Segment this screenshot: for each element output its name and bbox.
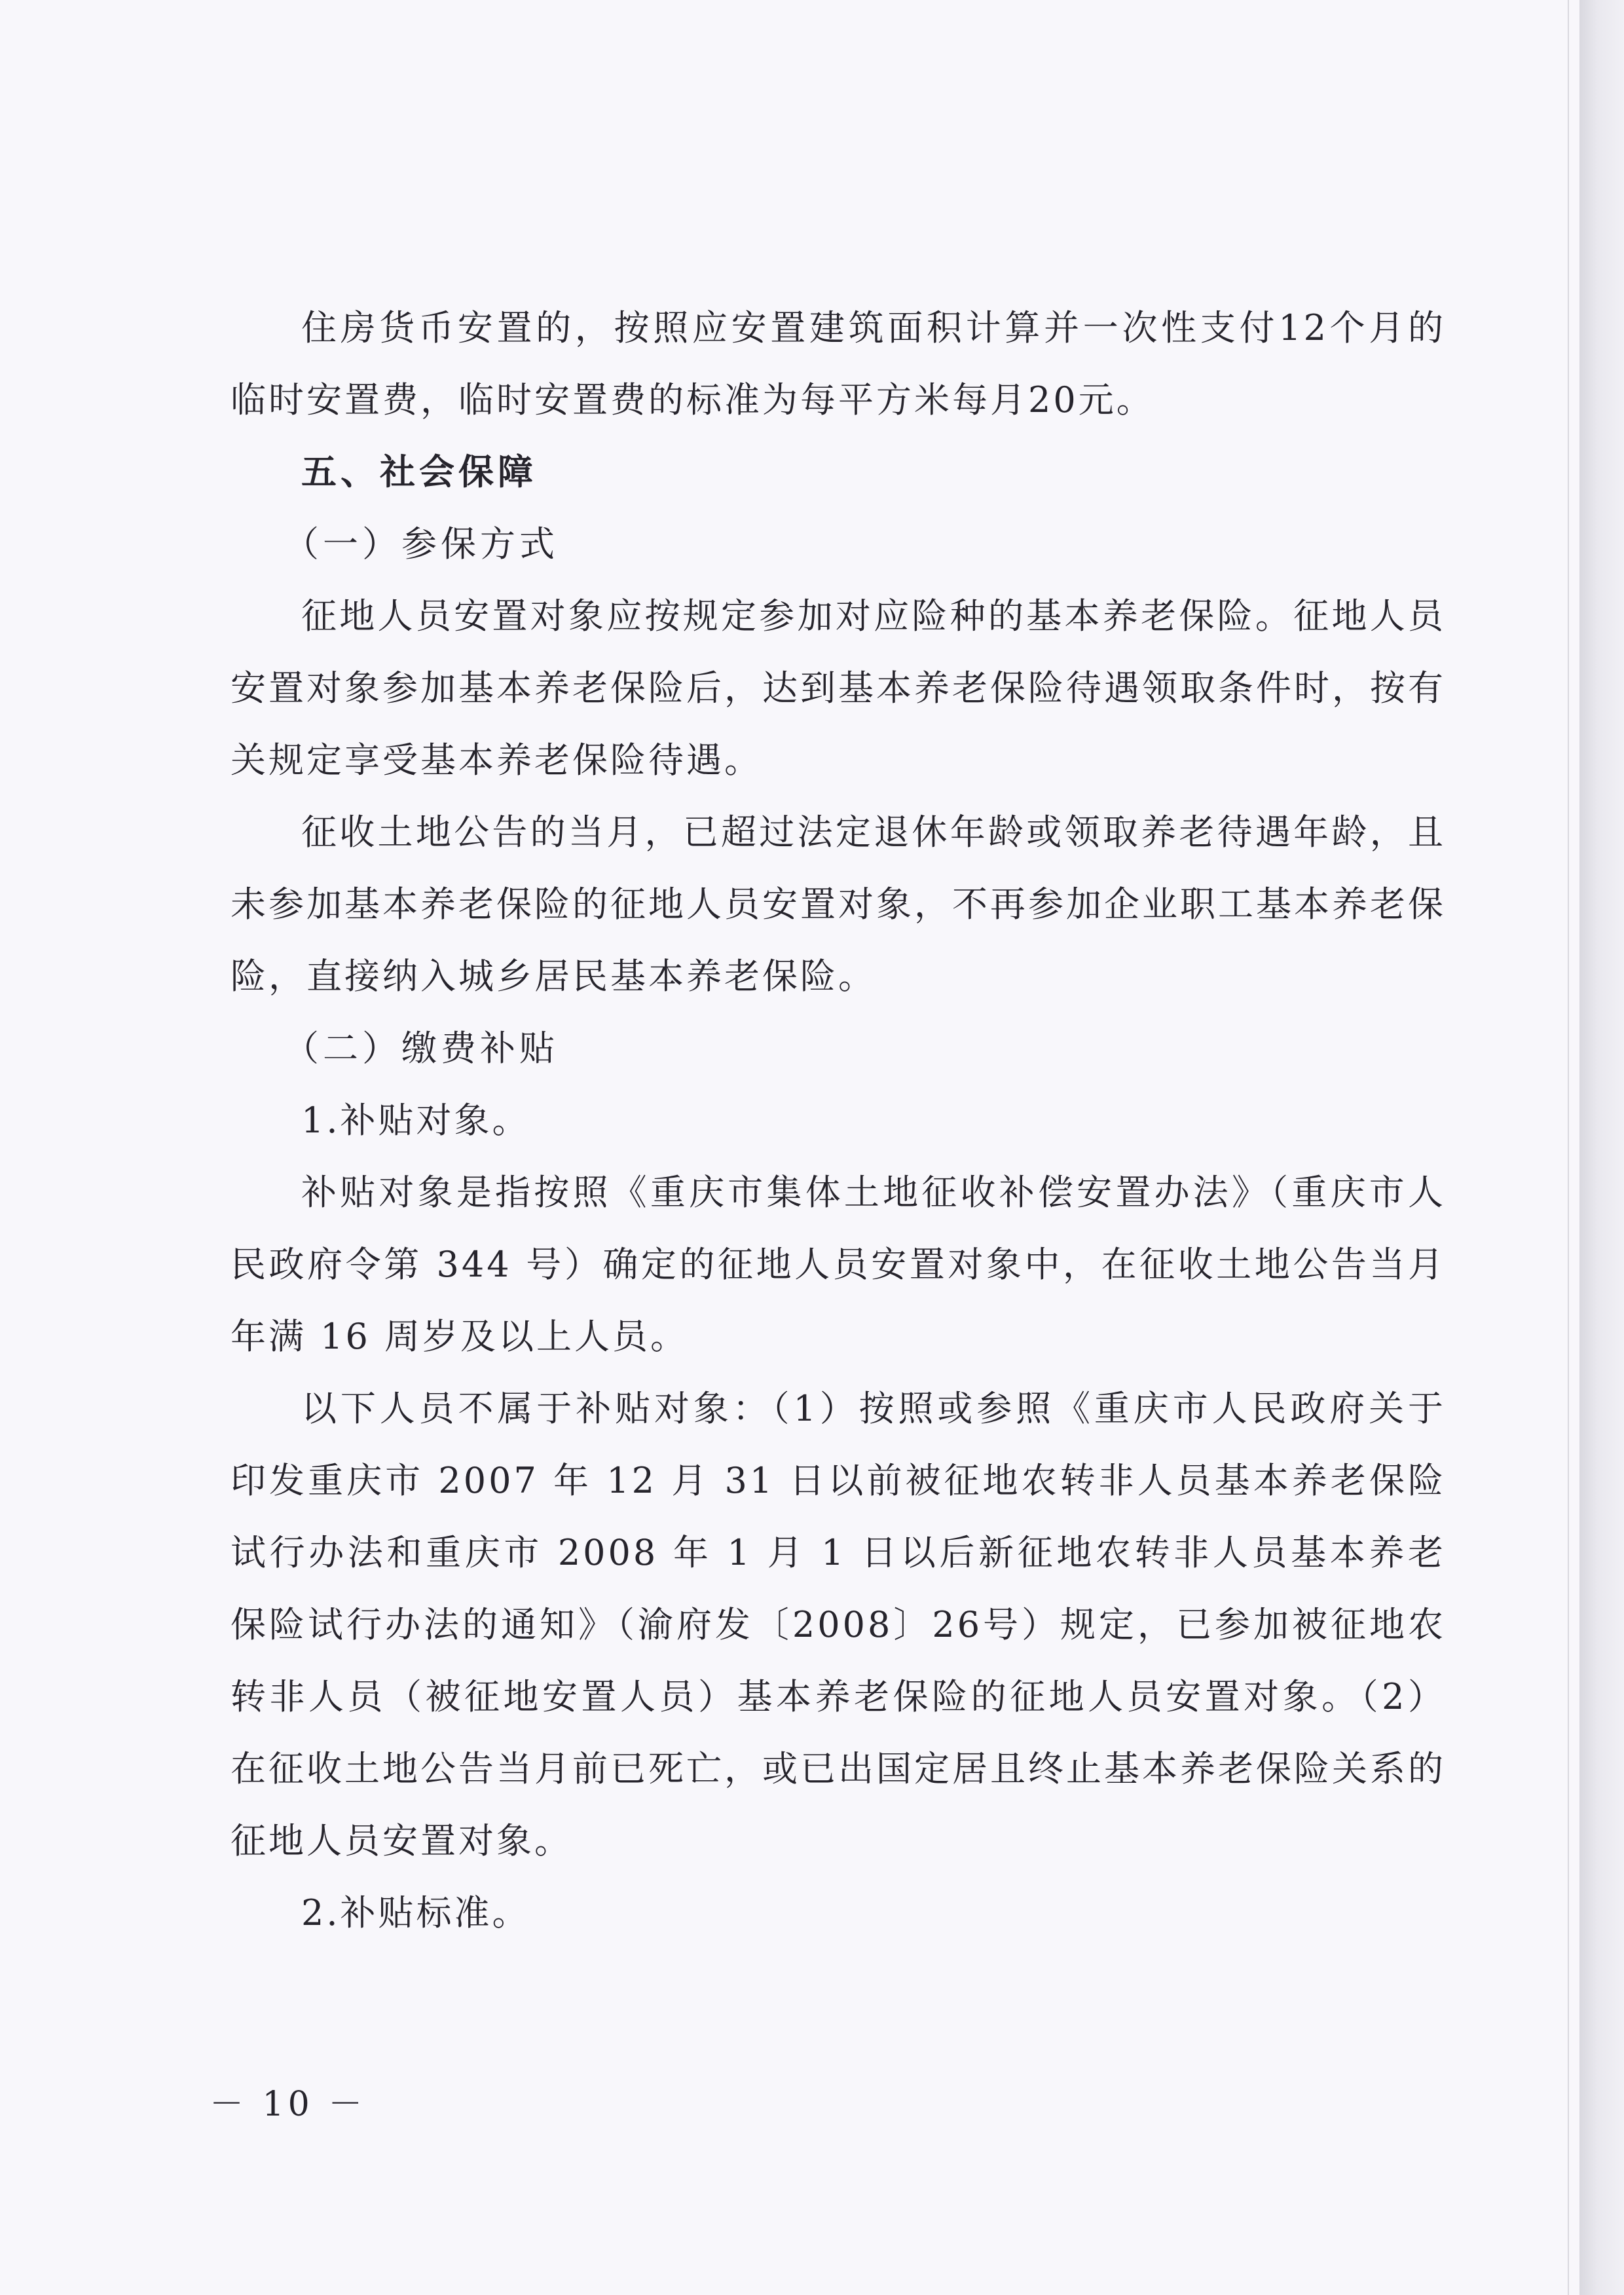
subheading-insurance-method: （一）参保方式 <box>284 523 559 565</box>
item-subsidy-standard: 2.补贴标准。 <box>301 1892 530 1933</box>
section-heading-social-security: 五、社会保障 <box>301 451 537 493</box>
document-body <box>231 292 1446 1949</box>
subheading-contribution-subsidy: （二）缴费补贴 <box>284 1028 559 1069</box>
page-number: － 10 － <box>210 2085 367 2124</box>
paragraph-housing-cash-settlement: 住房货币安置的，按照应安置建筑面积计算并一次性支付12个月的临时安置费，临时安置费的标准为每平方米每月20元。 <box>231 307 1446 420</box>
paragraph-excluded-persons: 以下人员不属于补贴对象：（1）按照或参照《重庆市人民政府关于印发重庆市 2007 年 12 月 31 日以前被征地农转非人员基本养老保险试行办法和重庆市 2008 年 1 月 1 日以后新征地农转非人员基本养老保险试行办法的通知》（渝府发〔2008〕26号）规定，已参加被征地农转非人员（被征地安置人员）基本养老保险的征地人员安置对象。（2）在征收土地公告当月前已死亡，或已出国定居且终止基本养老保险关系的征地人员安置对象。 <box>231 1388 1446 1861</box>
item-subsidy-recipients: 1.补贴对象。 <box>301 1100 530 1141</box>
paragraph-over-retirement-age: 征收土地公告的当月，已超过法定退休年龄或领取养老待遇年龄，且未参加基本养老保险的征地人员安置对象，不再参加企业职工基本养老保险，直接纳入城乡居民基本养老保险。 <box>231 812 1446 997</box>
paragraph-basic-pension-enrollment: 征地人员安置对象应按规定参加对应险种的基本养老保险。征地人员安置对象参加基本养老保险后，达到基本养老保险待遇领取条件时，按有关规定享受基本养老保险待遇。 <box>231 595 1446 781</box>
page-edge-shadow <box>1568 0 1569 2295</box>
scanner-bed-strip <box>1579 0 1624 2295</box>
paragraph-subsidy-recipients-definition: 补贴对象是指按照《重庆市集体土地征收补偿安置办法》（重庆市人民政府令第 344 号）确定的征地人员安置对象中，在征收土地公告当月年满 16 周岁及以上人员。 <box>231 1172 1446 1357</box>
